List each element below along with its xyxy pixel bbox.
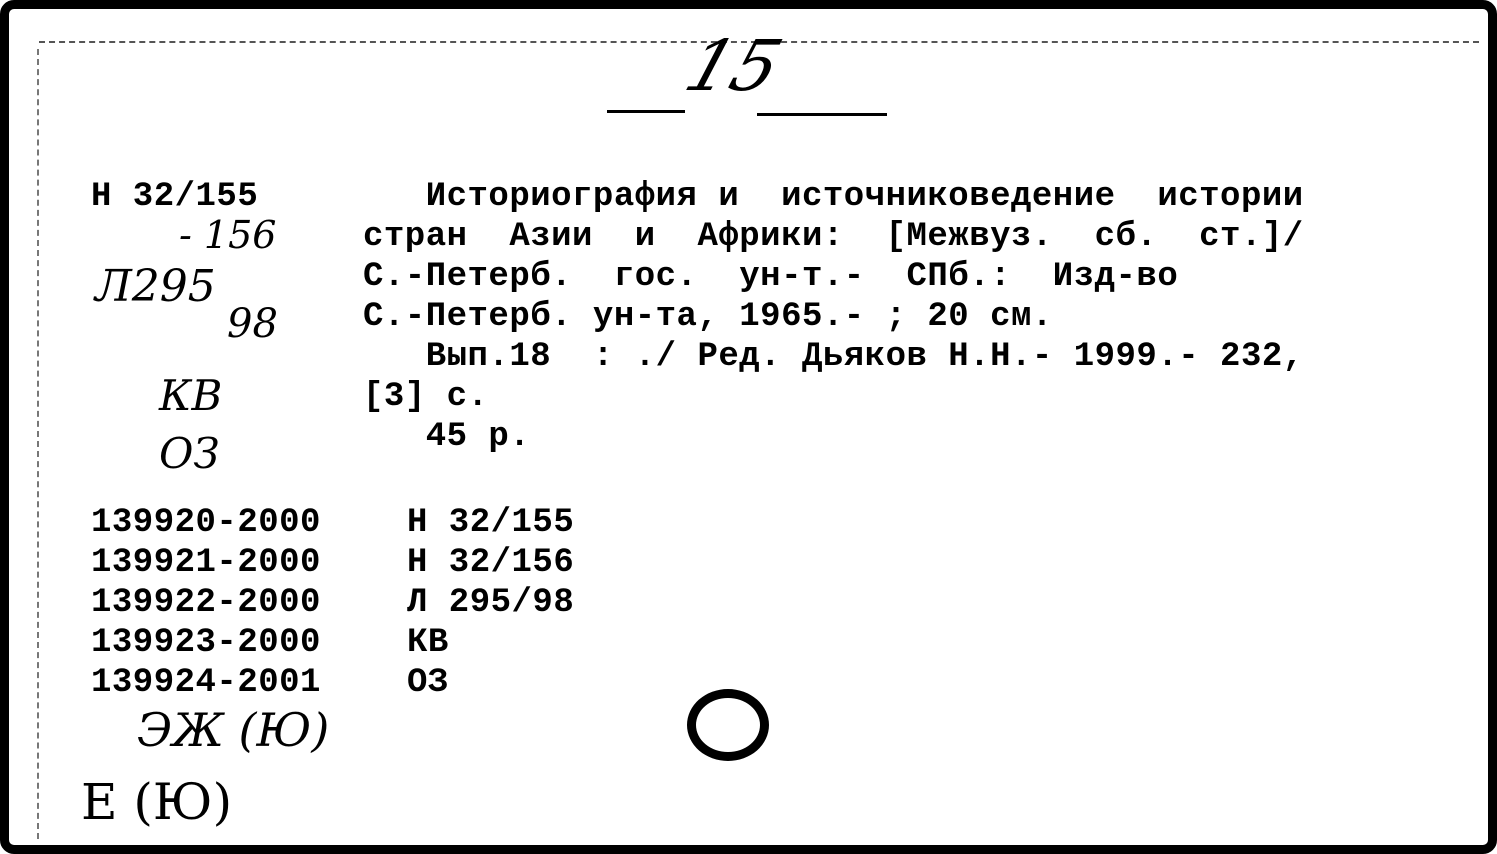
- holding-location: Н 32/156: [407, 544, 575, 582]
- card-number: 15: [675, 25, 792, 107]
- card-number-underline-right: [757, 113, 887, 116]
- card-number-underline-left: [607, 110, 685, 113]
- shelfmark-typed: Н 32/155: [91, 178, 259, 216]
- holding-row: [91, 503, 691, 543]
- description-line: стран Азии и Африки: [Межвуз. сб. ст.]/: [363, 218, 1304, 256]
- shelfmark-handwritten-oz: ОЗ: [159, 429, 220, 478]
- shelfmark-handwritten-kv: КВ: [159, 371, 223, 420]
- description-line: 45 р.: [363, 418, 531, 456]
- description-line: С.-Петерб. ун-та, 1965.- ; 20 см.: [363, 298, 1053, 336]
- shelfmark-handwritten-l295: Л295: [95, 261, 216, 312]
- holding-location: КВ: [407, 624, 449, 662]
- holdings-list: [91, 503, 691, 703]
- holding-location: Н 32/155: [407, 504, 575, 542]
- holding-row: [91, 583, 691, 623]
- holding-row: [91, 623, 691, 663]
- holding-location: ОЗ: [407, 664, 449, 702]
- holding-inventory-number: 139922-2000: [91, 584, 321, 622]
- punch-hole-circle: [687, 689, 769, 761]
- description-block: [363, 177, 1463, 457]
- holding-inventory-number: 139921-2000: [91, 544, 321, 582]
- left-dashed-rule: [37, 49, 39, 839]
- shelfmark-handwritten-156: - 156: [179, 213, 277, 257]
- holding-row: [91, 663, 691, 703]
- handwritten-note-1: ЭЖ (Ю): [137, 703, 330, 757]
- description-line: Вып.18 : ./ Ред. Дьяков Н.Н.- 1999.- 232,: [363, 338, 1304, 376]
- shelfmark-handwritten-98: 98: [227, 301, 278, 347]
- description-line: Историография и источниковедение истории: [363, 178, 1304, 216]
- holding-inventory-number: 139920-2000: [91, 504, 321, 542]
- holding-row: [91, 543, 691, 583]
- holding-inventory-number: 139924-2001: [91, 664, 321, 702]
- description-line: С.-Петерб. гос. ун-т.- СПб.: Изд-во: [363, 258, 1179, 296]
- handwritten-note-2: Е (Ю): [81, 773, 233, 831]
- holding-inventory-number: 139923-2000: [91, 624, 321, 662]
- description-line: [3] с.: [363, 378, 489, 416]
- holding-location: Л 295/98: [407, 584, 575, 622]
